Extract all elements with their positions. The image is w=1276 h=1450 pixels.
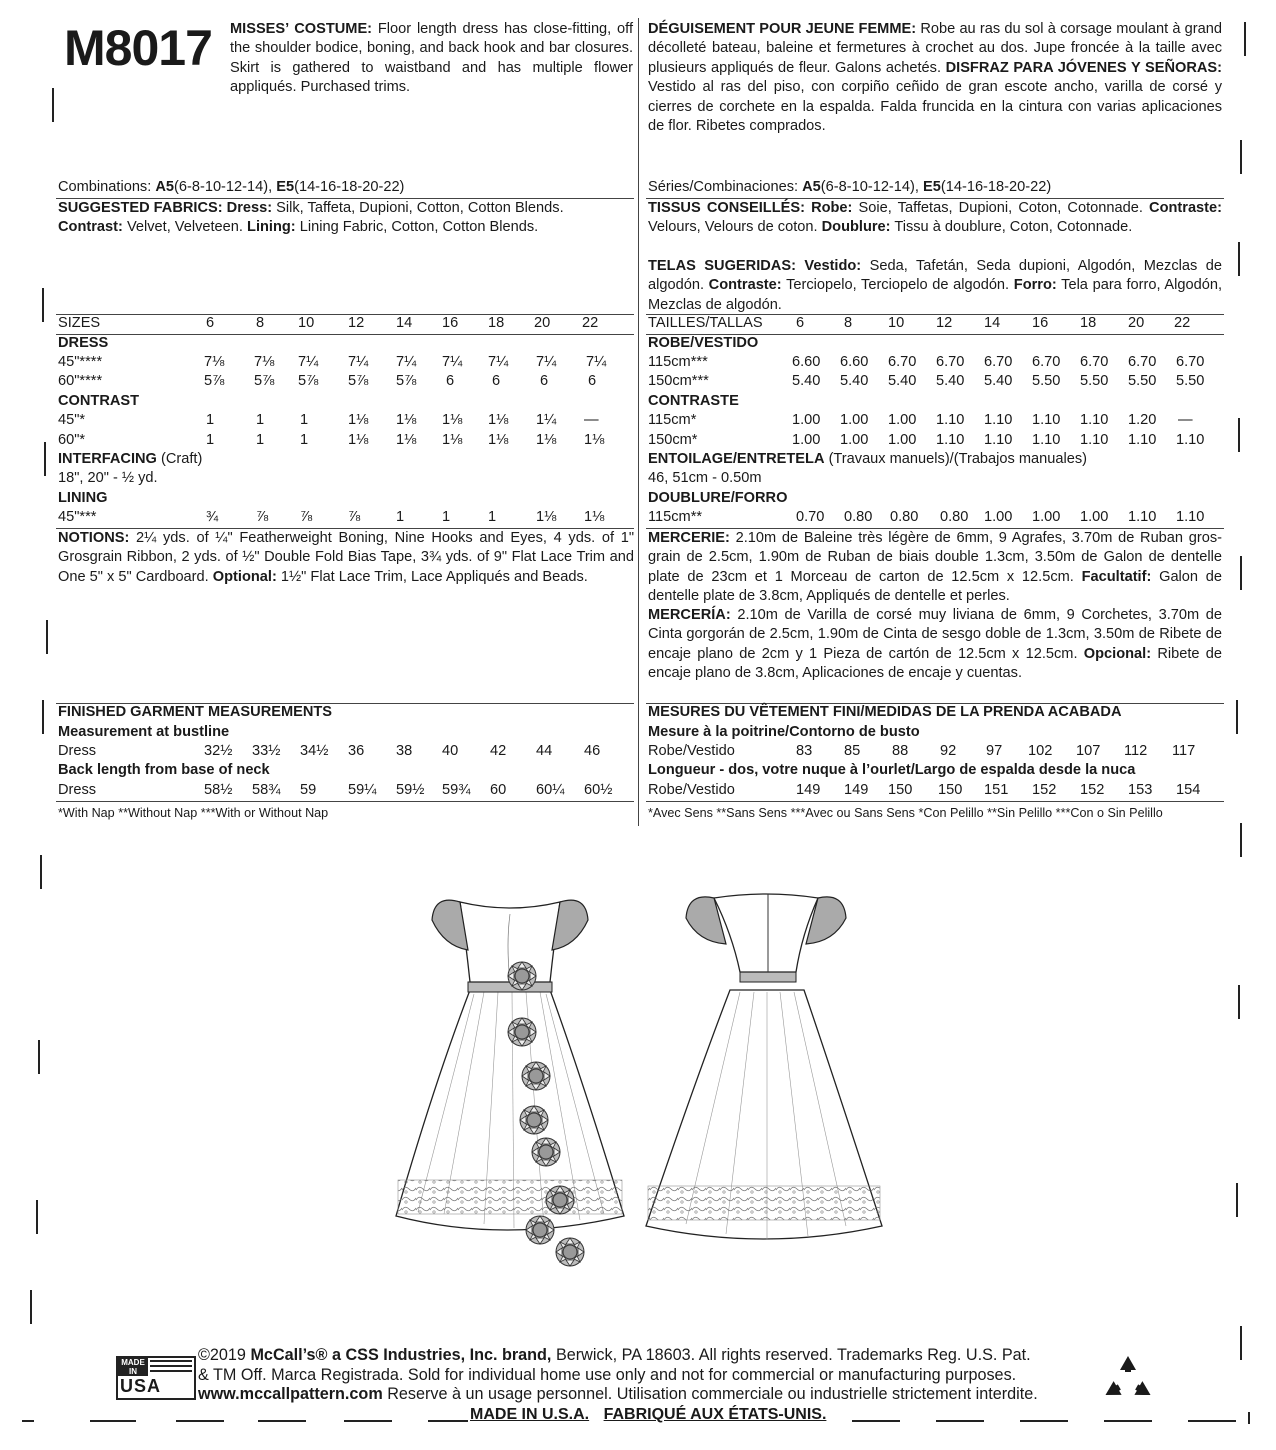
pattern-number: M8017	[64, 20, 212, 76]
dress-front-illustration	[374, 884, 636, 1284]
dress-heading: DRESS	[58, 335, 109, 351]
interfacing-heading: INTERFACING (Craft)	[58, 451, 203, 467]
made-in-usa-logo: MADE IN USA	[116, 1356, 196, 1400]
longueur-heading: Longueur - dos, votre nuque à l’ourlet/Largo de espalda desde la nuca	[648, 762, 1136, 778]
contraste-heading: CONTRASTE	[648, 393, 739, 409]
copyright-block: ©2019 McCall’s® a CSS Industries, Inc. brand, Berwick, PA 18603. All rights reserved. Trademarks Reg. U.S. Pat. & TM Off. Marca Registrada. Sold for individual home use only and not for commercial or manufacturing purposes. www.mccallpattern.com Reserve à un usage personnel. Utilisation commerciale ou industrielle strictement interdite.	[198, 1346, 1038, 1404]
costume-description: Floor length dress has close-fitting, off the shoulder bodice, boning, and back hook and bar closures. Skirt is gathered to waistband and has multiple flower appliqués. Purchased trims.	[230, 21, 634, 96]
interfacing-value: 18", 20" - ½ yd.	[58, 470, 158, 486]
footnote-fr: *Avec Sens **Sans Sens ***Avec ou Sans Sens *Con Pelillo **Sin Pelillo ***Con o Sin Pelillo	[648, 806, 1163, 820]
doublure-heading: DOUBLURE/FORRO	[648, 490, 788, 506]
back-length-heading: Back length from base of neck	[58, 762, 270, 778]
footnote-en: *With Nap **Without Nap ***With or Without Nap	[58, 806, 329, 820]
made-in-usa-line: MADE IN U.S.A. FABRIQUÉ AUX ÉTATS-UNIS.	[470, 1406, 827, 1423]
recycle-icon	[1100, 1352, 1156, 1404]
mercerie: MERCERIE: 2.10m de Baleine très légère de 6mm, 9 Agrafes, 3.70m de Ruban gros-grain de 2.5cm, 1.90m de Ruban de biais double 1.3cm, 3.50m de Galon de dentelle plate de 23cm et 1 Morceau de carton de 12.5cm x 12.5cm. Facultatif: Galon de dentelle plate de 3.8cm, Appliqués de dentelle et perles.	[648, 530, 1223, 605]
bustline-heading: Measurement at bustline	[58, 724, 230, 740]
merceria: MERCERÍA: 2.10m de Varilla de corsé muy liviana de 6mm, 9 Corchetes, 3.70m de Cinta gorgorán de 2.5cm, 1.90m de Cinta de sesgo doble de 1.3cm, 3.50m de Ribete de encaje plano de 2cm y 1 Pieza de cartón de 12.5cm x 12.5cm. Opcional: Ribete de encaje plano de 3.8cm, Aplicaciones de encaje y cuentas.	[648, 607, 1222, 682]
english-description	[230, 20, 633, 98]
column-divider	[638, 18, 639, 826]
robe-heading: ROBE/VESTIDO	[648, 335, 759, 351]
mesures-heading: MESURES DU VÊTEMENT FINI/MEDIDAS DE LA PRENDA ACABADA	[648, 704, 1122, 720]
suggested-fabrics: SUGGESTED FABRICS: Dress: Silk, Taffeta, Dupioni, Cotton, Cotton Blends. Contrast: Velvet, Velveteen. Lining: Lining Fabric, Cotton, Cotton Blends.	[58, 200, 564, 236]
combinations: Combinations: A5(6-8-10-12-14), E5(14-16-18-20-22)	[58, 179, 405, 195]
contrast-heading: CONTRAST	[58, 393, 140, 409]
finished-measurements-heading: FINISHED GARMENT MEASUREMENTS	[58, 704, 333, 720]
lining-heading: LINING	[58, 490, 108, 506]
telas-sugeridas: TELAS SUGERIDAS: Vestido: Seda, Tafetán, Seda dupioni, Algodón, Mezclas de algodón. Contraste: Terciopelo, Terciopelo de algodón. Forro: Tela para forro, Algodón, Mezclas de algodón.	[648, 258, 1222, 313]
dress-back-illustration	[636, 884, 892, 1264]
entoilage-value: 46, 51cm - 0.50m	[648, 470, 762, 486]
entoilage-heading: ENTOILAGE/ENTRETELA (Travaux manuels)/(Trabajos manuales)	[648, 451, 1088, 467]
french-description: DÉGUISEMENT POUR JEUNE FEMME: Robe au ras du sol à corsage moulant à grand décolleté bateau, baleine et fermetures à crochet au dos. Jupe froncée à la taille avec plusieurs appliqués de fleur. Galons achetés. DISFRAZ PARA JÓVENES Y SEÑORAS: Vestido al ras del piso, con corpiño ceñido de gran escote ancho, varilla de corsé y cierres de corchete en la espalda. Falda fruncida en la cintura con varias aplicaciones de flor. Ribetes comprados.	[648, 21, 1223, 135]
poitrine-heading: Mesure à la poitrine/Contorno de busto	[648, 724, 920, 740]
tissus-conseilles: TISSUS CONSEILLÉS: Robe: Soie, Taffetas, Dupioni, Coton, Cotonnade. Contraste: Velours, Velours de coton. Doublure: Tissu à doublure, Coton, Cotonnade.	[648, 200, 1223, 236]
costume-title: MISSES’ COSTUME:	[230, 21, 373, 37]
notions: NOTIONS: 2¼ yds. of ¼" Featherweight Boning, Nine Hooks and Eyes, 4 yds. of 1" Grosgrain Ribbon, 2 yds. of ½" Double Fold Bias Tape, 3¾ yds. of 9" Flat Lace Trim and One 5" x 5" Cardboard. Optional: 1½" Flat Lace Trim, Lace Appliqués and Beads.	[58, 530, 634, 585]
series-combinaciones: Séries/Combinaciones: A5(6-8-10-12-14), E5(14-16-18-20-22)	[648, 179, 1052, 195]
